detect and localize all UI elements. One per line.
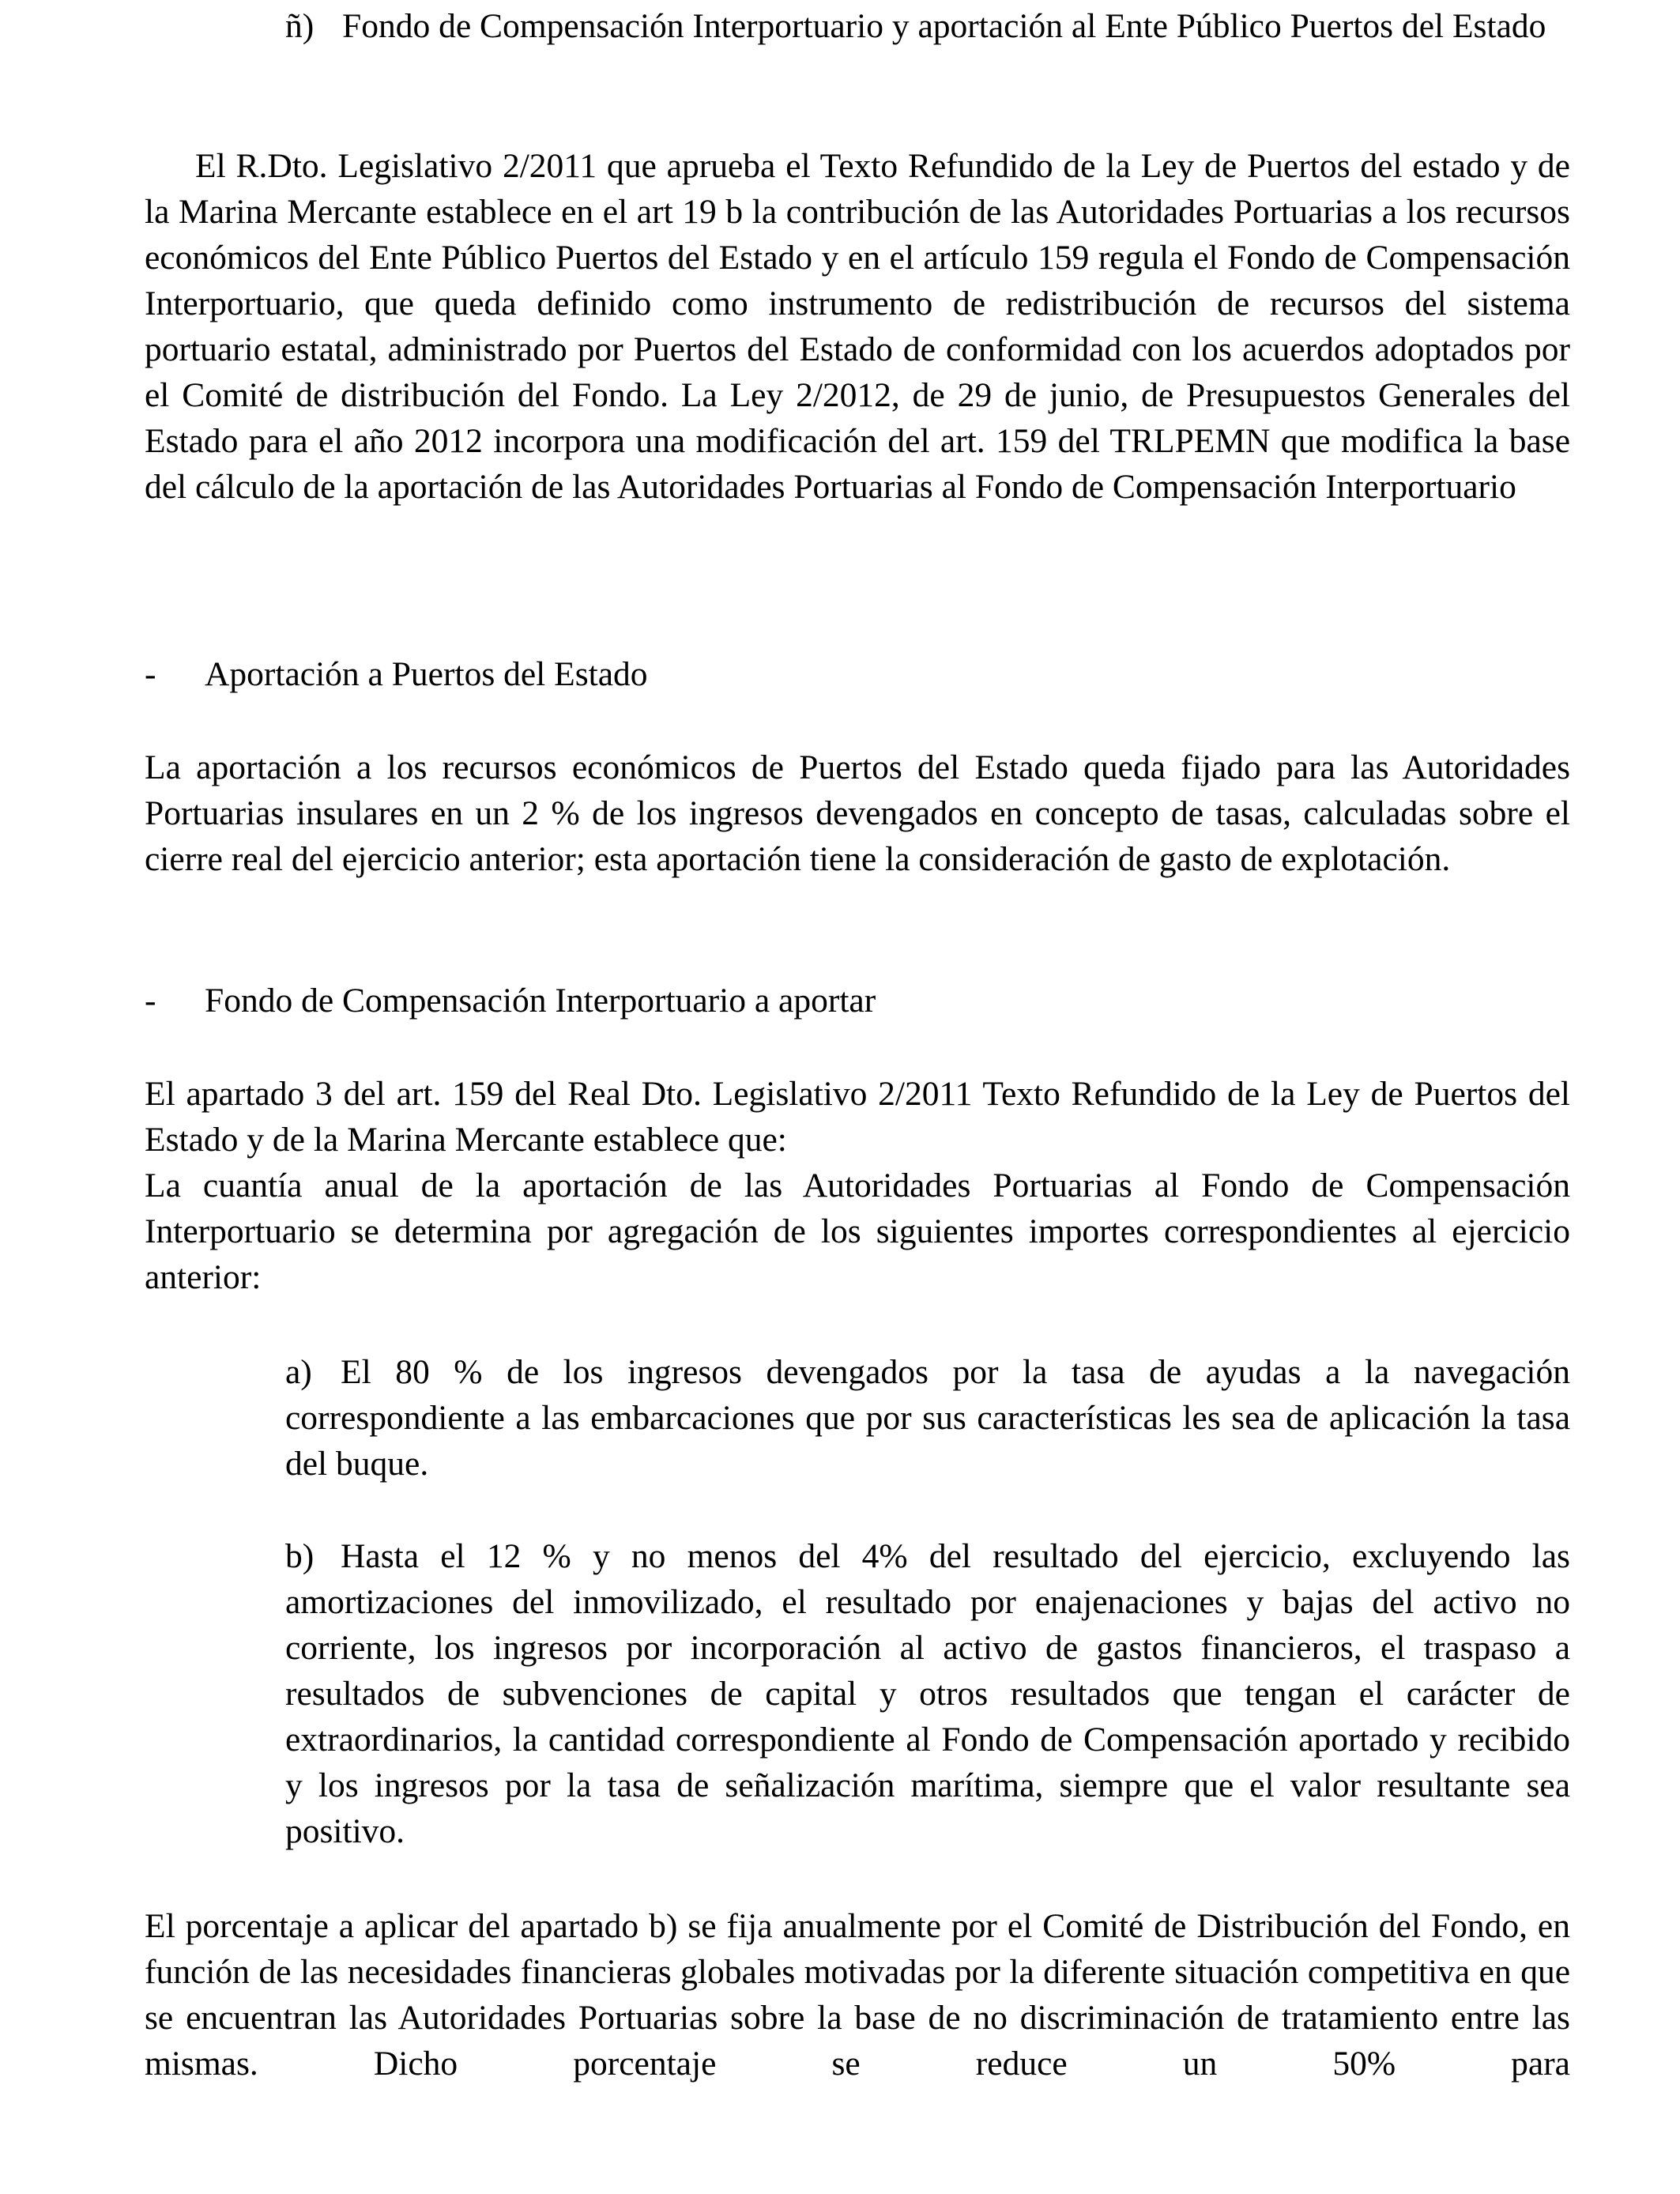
intro-paragraph: El R.Dto. Legislativo 2/2011 que aprueba el Texto Refundido de la Ley de Puertos del estado y de la Marina Mercante establece en el art 19 b la contribución de las Autoridades Portuarias a los recursos económicos del Ente Público Puertos del Estado y en el artículo 159 regula el Fondo de Compensación Interportuario, que queda definido como instrumento de redistribución de recursos del sistema portuario estatal, administrado por Puertos del Estado de conformidad con los acuerdos adoptados por el Comité de distribución del Fondo. La Ley 2/2012, de 29 de junio, de Presupuestos Generales del Estado para el año 2012 incorpora una modificación del art. 159 del TRLPEMN que modifica la base del cálculo de la aportación de las Autoridades Portuarias al Fondo de Compensación Interportuario — [145, 147, 1570, 506]
list-item-a — [285, 1349, 1570, 1487]
subsection-title-fondo — [145, 978, 876, 1023]
subsection-title-aportacion — [145, 651, 648, 697]
dash-marker: - — [145, 982, 156, 1020]
aportacion-paragraph: La aportación a los recursos económicos de Puertos del Estado queda fijado para las Autoridades Portuarias insulares en un 2 % de los ingresos devengados en concepto de tasas, calculadas sobre el cierre real del ejercicio anterior; esta aportación tiene la consideración de gasto de explotación. — [145, 748, 1570, 878]
section-heading — [285, 3, 1570, 49]
list-item-text: El 80 % de los ingresos devengados por la tasa de ayudas a la navegación correspondiente a las embarcaciones que por sus características les sea de aplicación la tasa del buque. — [285, 1353, 1570, 1483]
list-item-b — [285, 1533, 1570, 1854]
fondo-paragraph-2: La cuantía anual de la aportación de las Autoridades Portuarias al Fondo de Compensación Interportuario se determina por agregación de los siguientes importes correspondientes al ejercicio anterior: — [145, 1167, 1570, 1296]
subsection-title-text: Fondo de Compensación Interportuario a aportar — [205, 982, 876, 1020]
dash-marker: - — [145, 655, 156, 693]
closing-paragraph: El porcentaje a aplicar del apartado b) se fija anualmente por el Comité de Distribución del Fondo, en función de las necesidades financieras globales motivadas por la diferente situación competitiva en que se encuentran las Autoridades Portuarias sobre la base de no discriminación de tratamiento entre las mismas. Dicho porcentaje se reduce un 50% para — [145, 1907, 1570, 2083]
heading-marker: ñ) — [285, 7, 315, 45]
list-item-text: Hasta el 12 % y no menos del 4% del resultado del ejercicio, excluyendo las amortizaciones del inmovilizado, el resultado por enajenaciones y bajas del activo no corriente, los ingresos por incorporación al activo de gastos financieros, el traspaso a resultados de subvenciones de capital y otros resultados que tengan el carácter de extraordinarios, la cantidad correspondiente al Fondo de Compensación aportado y recibido y los ingresos por la tasa de señalización marítima, siempre que el valor resultante sea positivo. — [285, 1537, 1570, 1850]
fondo-paragraph-1: El apartado 3 del art. 159 del Real Dto. Legislativo 2/2011 Texto Refundido de la Ley de Puertos del Estado y de la Marina Mercante establece que: — [145, 1075, 1570, 1159]
list-marker: b) — [285, 1537, 315, 1575]
heading-text: Fondo de Compensación Interportuario y aportación al Ente Público Puertos del Estado — [342, 7, 1546, 45]
list-marker: a) — [285, 1353, 312, 1391]
subsection-title-text: Aportación a Puertos del Estado — [205, 655, 648, 693]
